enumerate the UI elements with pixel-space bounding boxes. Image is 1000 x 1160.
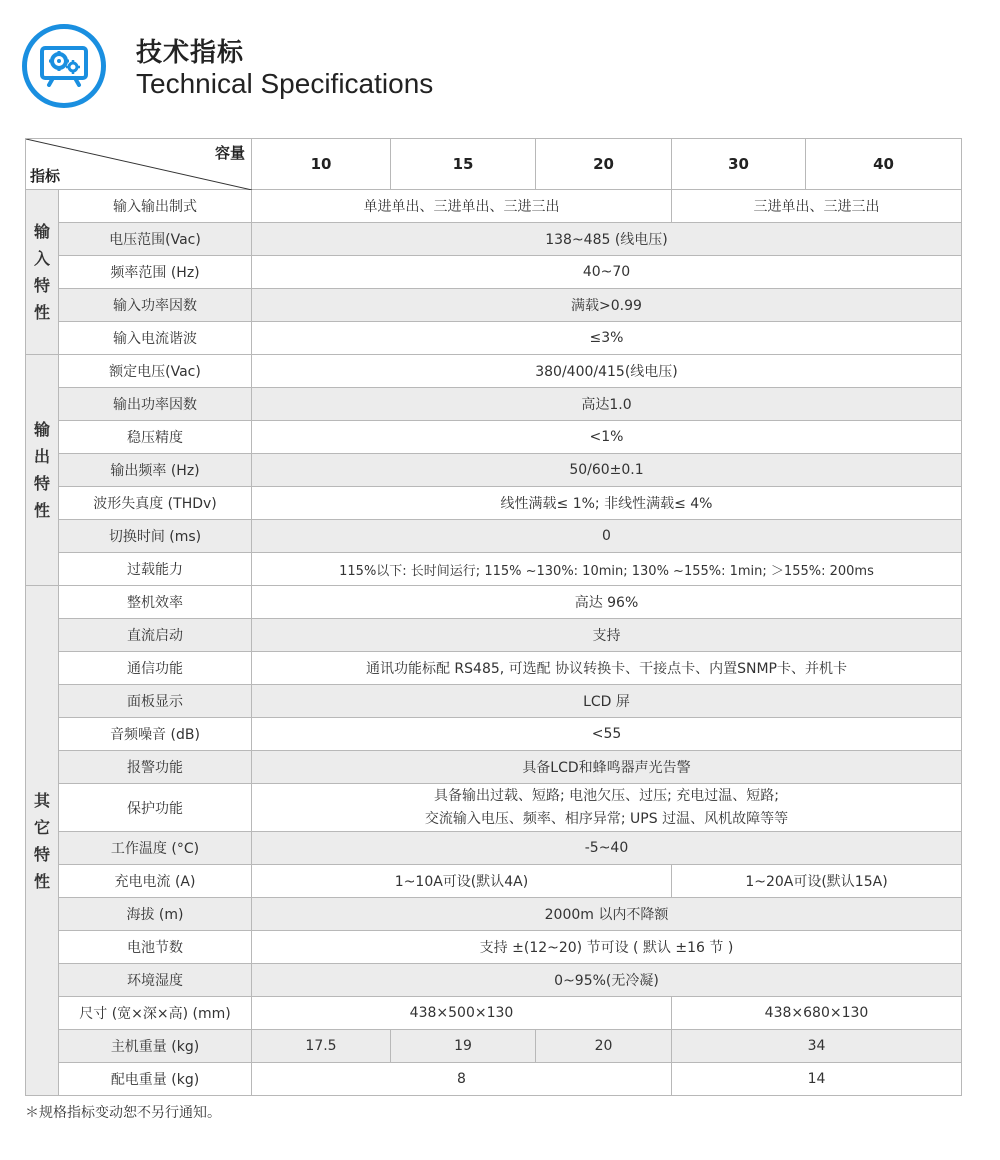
spec-value: <1% bbox=[252, 421, 962, 454]
spec-value: 34 bbox=[672, 1030, 962, 1063]
spec-value: 支持 ±(12~20) 节可设 ( 默认 ±16 节 ) bbox=[252, 931, 962, 964]
table-row bbox=[26, 931, 962, 964]
group-char: 特 bbox=[33, 276, 50, 295]
spec-label: 环境湿度 bbox=[59, 964, 252, 997]
spec-value: 20 bbox=[536, 1030, 672, 1063]
spec-value: 17.5 bbox=[252, 1030, 391, 1063]
spec-label: 充电电流 (A) bbox=[59, 865, 252, 898]
spec-label: 通信功能 bbox=[59, 652, 252, 685]
table-row bbox=[26, 997, 962, 1030]
capacity-header: 30 bbox=[672, 139, 806, 190]
spec-value: 支持 bbox=[252, 619, 962, 652]
table-row bbox=[26, 1030, 962, 1063]
spec-label: 音频噪音 (dB) bbox=[59, 718, 252, 751]
spec-value: 138~485 (线电压) bbox=[252, 223, 962, 256]
group-char: 特 bbox=[33, 844, 50, 864]
spec-table bbox=[25, 138, 962, 1096]
group-output-label bbox=[26, 355, 59, 586]
table-row bbox=[26, 865, 962, 898]
table-row bbox=[26, 553, 962, 586]
spec-value: ≤3% bbox=[252, 322, 962, 355]
footnote: ＊规格指标变动恕不另行通知。 bbox=[25, 1105, 221, 1121]
spec-value: 0~95%(无冷凝) bbox=[252, 964, 962, 997]
group-char: 输 bbox=[33, 222, 50, 241]
group-char: 它 bbox=[33, 817, 50, 837]
gear-display-icon bbox=[22, 24, 106, 108]
capacity-header: 20 bbox=[536, 139, 672, 190]
spec-value: 高达1.0 bbox=[252, 388, 962, 421]
spec-label: 面板显示 bbox=[59, 685, 252, 718]
spec-value: 线性满载≤ 1%; 非线性满载≤ 4% bbox=[252, 487, 962, 520]
spec-value: 40~70 bbox=[252, 256, 962, 289]
spec-value: 19 bbox=[391, 1030, 536, 1063]
table-row bbox=[26, 454, 962, 487]
spec-value: 1~10A可设(默认4A) bbox=[252, 865, 672, 898]
capacity-header: 10 bbox=[252, 139, 391, 190]
spec-value: 满载>0.99 bbox=[252, 289, 962, 322]
spec-value: 8 bbox=[252, 1063, 672, 1096]
spec-value: 单进单出、三进单出、三进三出 bbox=[252, 190, 672, 223]
table-row bbox=[26, 421, 962, 454]
table-row bbox=[26, 256, 962, 289]
spec-value: 115%以下: 长时间运行; 115% ~130%: 10min; 130% ~155%: 1min; ＞155%: 200ms bbox=[252, 553, 962, 586]
spec-value: -5~40 bbox=[252, 832, 962, 865]
group-char: 其 bbox=[33, 790, 50, 810]
spec-value: 438×680×130 bbox=[672, 997, 962, 1030]
group-char: 输 bbox=[33, 420, 50, 439]
spec-label: 电池节数 bbox=[59, 931, 252, 964]
table-row bbox=[26, 751, 962, 784]
table-row bbox=[26, 520, 962, 553]
table-row bbox=[26, 685, 962, 718]
spec-value: 1~20A可设(默认15A) bbox=[672, 865, 962, 898]
spec-value: 2000m 以内不降额 bbox=[252, 898, 962, 931]
spec-value: 380/400/415(线电压) bbox=[252, 355, 962, 388]
spec-label: 输入输出制式 bbox=[59, 190, 252, 223]
table-row bbox=[26, 190, 962, 223]
spec-label: 主机重量 (kg) bbox=[59, 1030, 252, 1063]
table-row bbox=[26, 964, 962, 997]
table-row bbox=[26, 487, 962, 520]
table-row bbox=[26, 1063, 962, 1096]
capacity-header: 15 bbox=[391, 139, 536, 190]
table-row bbox=[26, 586, 962, 619]
page-subtitle: Technical Specifications bbox=[136, 68, 434, 99]
protection-line: 具备输出过载、短路; 电池欠压、过压; 充电过温、短路; bbox=[433, 787, 780, 804]
table-row bbox=[26, 832, 962, 865]
header-corner-cell bbox=[26, 139, 252, 190]
corner-capacity-label: 容量 bbox=[214, 144, 245, 162]
table-row bbox=[26, 718, 962, 751]
spec-value: 通讯功能标配 RS485, 可选配 协议转换卡、干接点卡、内置SNMP卡、并机卡 bbox=[252, 652, 962, 685]
table-row bbox=[26, 388, 962, 421]
group-char: 入 bbox=[33, 249, 50, 268]
spec-label: 输出频率 (Hz) bbox=[59, 454, 252, 487]
spec-label: 频率范围 (Hz) bbox=[59, 256, 252, 289]
spec-value: 14 bbox=[672, 1063, 962, 1096]
spec-value bbox=[252, 784, 962, 832]
corner-index-label: 指标 bbox=[30, 167, 61, 185]
spec-value: 高达 96% bbox=[252, 586, 962, 619]
table-row bbox=[26, 898, 962, 931]
spec-value: 具备LCD和蜂鸣器声光告警 bbox=[252, 751, 962, 784]
spec-label: 输出功率因数 bbox=[59, 388, 252, 421]
page-title: 技术指标 bbox=[136, 38, 245, 68]
group-char: 特 bbox=[33, 474, 50, 493]
spec-value: LCD 屏 bbox=[252, 685, 962, 718]
table-row bbox=[26, 289, 962, 322]
spec-label: 波形失真度 (THDv) bbox=[59, 487, 252, 520]
group-other-label bbox=[26, 586, 59, 1096]
spec-label: 工作温度 (°C) bbox=[59, 832, 252, 865]
group-char: 性 bbox=[33, 871, 50, 891]
spec-label: 切换时间 (ms) bbox=[59, 520, 252, 553]
spec-label: 输入电流谐波 bbox=[59, 322, 252, 355]
spec-label: 尺寸 (宽×深×高) (mm) bbox=[59, 997, 252, 1030]
spec-label: 稳压精度 bbox=[59, 421, 252, 454]
group-char: 出 bbox=[33, 447, 50, 466]
spec-label: 海拔 (m) bbox=[59, 898, 252, 931]
spec-label: 电压范围(Vac) bbox=[59, 223, 252, 256]
spec-value: 50/60±0.1 bbox=[252, 454, 962, 487]
group-char: 性 bbox=[33, 303, 50, 322]
spec-label: 保护功能 bbox=[59, 784, 252, 832]
group-input-label bbox=[26, 190, 59, 355]
spec-label: 输入功率因数 bbox=[59, 289, 252, 322]
capacity-header: 40 bbox=[806, 139, 962, 190]
spec-value: 三进单出、三进三出 bbox=[672, 190, 962, 223]
spec-label: 配电重量 (kg) bbox=[59, 1063, 252, 1096]
table-row bbox=[26, 652, 962, 685]
spec-value: 0 bbox=[252, 520, 962, 553]
protection-line: 交流输入电压、频率、相序异常; UPS 过温、风机故障等等 bbox=[424, 810, 789, 827]
spec-value: <55 bbox=[252, 718, 962, 751]
table-header-row bbox=[26, 139, 962, 190]
header bbox=[22, 24, 922, 114]
spec-label: 直流启动 bbox=[59, 619, 252, 652]
spec-label: 额定电压(Vac) bbox=[59, 355, 252, 388]
table-row bbox=[26, 355, 962, 388]
table-row bbox=[26, 223, 962, 256]
spec-label: 整机效率 bbox=[59, 586, 252, 619]
spec-label: 过载能力 bbox=[59, 553, 252, 586]
table-row bbox=[26, 784, 962, 832]
group-char: 性 bbox=[33, 501, 50, 520]
spec-label: 报警功能 bbox=[59, 751, 252, 784]
table-row bbox=[26, 619, 962, 652]
spec-value: 438×500×130 bbox=[252, 997, 672, 1030]
table-row bbox=[26, 322, 962, 355]
